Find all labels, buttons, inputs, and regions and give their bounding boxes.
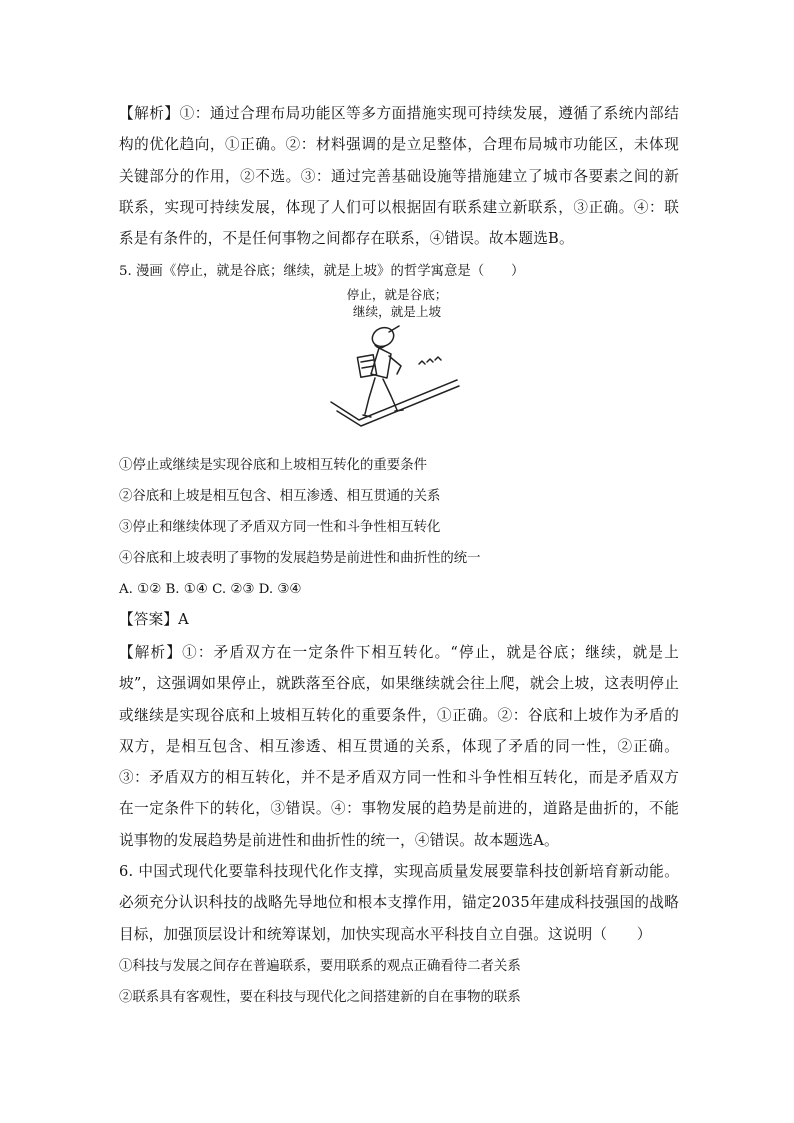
q5-option-1: ①停止或继续是实现谷底和上坡相互转化的重要条件 (119, 458, 427, 473)
q6-option-1: ①科技与发展之间存在普遍联系，要用联系的观点正确看待二者关系 (119, 959, 521, 974)
q6-option-2: ②联系具有客观性，要在科技与现代化之间搭建新的自在事物的联系 (119, 990, 521, 1005)
question-5-stem: 5. 漫画《停止，就是谷底；继续，就是上坡》的哲学寓意是（ ） (119, 264, 525, 279)
cartoon-caption-line-1: 停止，就是谷底； (346, 287, 448, 302)
q5-answer: 【答案】A (119, 611, 189, 628)
question-6-stem: 6. 中国式现代化要靠科技现代化作支撑，实现高质量发展要靠科技创新培育新动能。必须充分认识科技的战略先导地位和根本支撑作用，锚定2035年建成科技强国的战略目标，加强顶层设计和统筹谋划，加快实现高水平科技自立自强。这说明（ ） (119, 863, 679, 943)
climbing-man-illustration (329, 322, 465, 442)
q5-analysis: 【解析】①：矛盾双方在一定条件下相互转化。“停止，就是谷底；继续，就是上坡”，这强调如果停止，就跌落至谷底，如果继续就会往上爬，就会上坡，这表明停止或继续是实现谷底和上坡相互转化的重要条件，①正确。②：谷底和上坡作为矛盾的双方，是相互包含、相互渗透、相互贯通的关系，体现了矛盾的同一性，②正确。③：矛盾双方的相互转化，并不是矛盾双方同一性和斗争性相互转化，而是矛盾双方在一定条件下的转化，③错误。④：事物发展的趋势是前进的，道路是曲折的，不能说事物的发展趋势是前进性和曲折性的统一，④错误。故本题选A。 (119, 644, 679, 849)
q5-option-2: ②谷底和上坡是相互包含、相互渗透、相互贯通的关系 (119, 489, 441, 504)
cartoon-caption-line-2: 继续，就是上坡 (352, 304, 442, 319)
cartoon-figure (329, 287, 465, 442)
analysis-paragraph-q4: 【解析】①：通过合理布局功能区等多方面措施实现可持续发展，遵循了系统内部结构的优化趋向，①正确。②：材料强调的是立足整体，合理布局城市功能区，未体现关键部分的作用，②不选。③：通过完善基础设施等措施建立了城市各要素之间的新联系，实现可持续发展，体现了人们可以根据固有联系建立新联系，③正确。④：联系是有条件的，不是任何事物之间都存在联系，④错误。故本题选B。 (119, 105, 679, 248)
q5-option-4: ④谷底和上坡表明了事物的发展趋势是前进性和曲折性的统一 (119, 551, 481, 566)
q5-option-3: ③停止和继续体现了矛盾双方同一性和斗争性相互转化 (119, 520, 441, 535)
q5-choices: A. ①② B. ①④ C. ②③ D. ③④ (119, 582, 302, 597)
